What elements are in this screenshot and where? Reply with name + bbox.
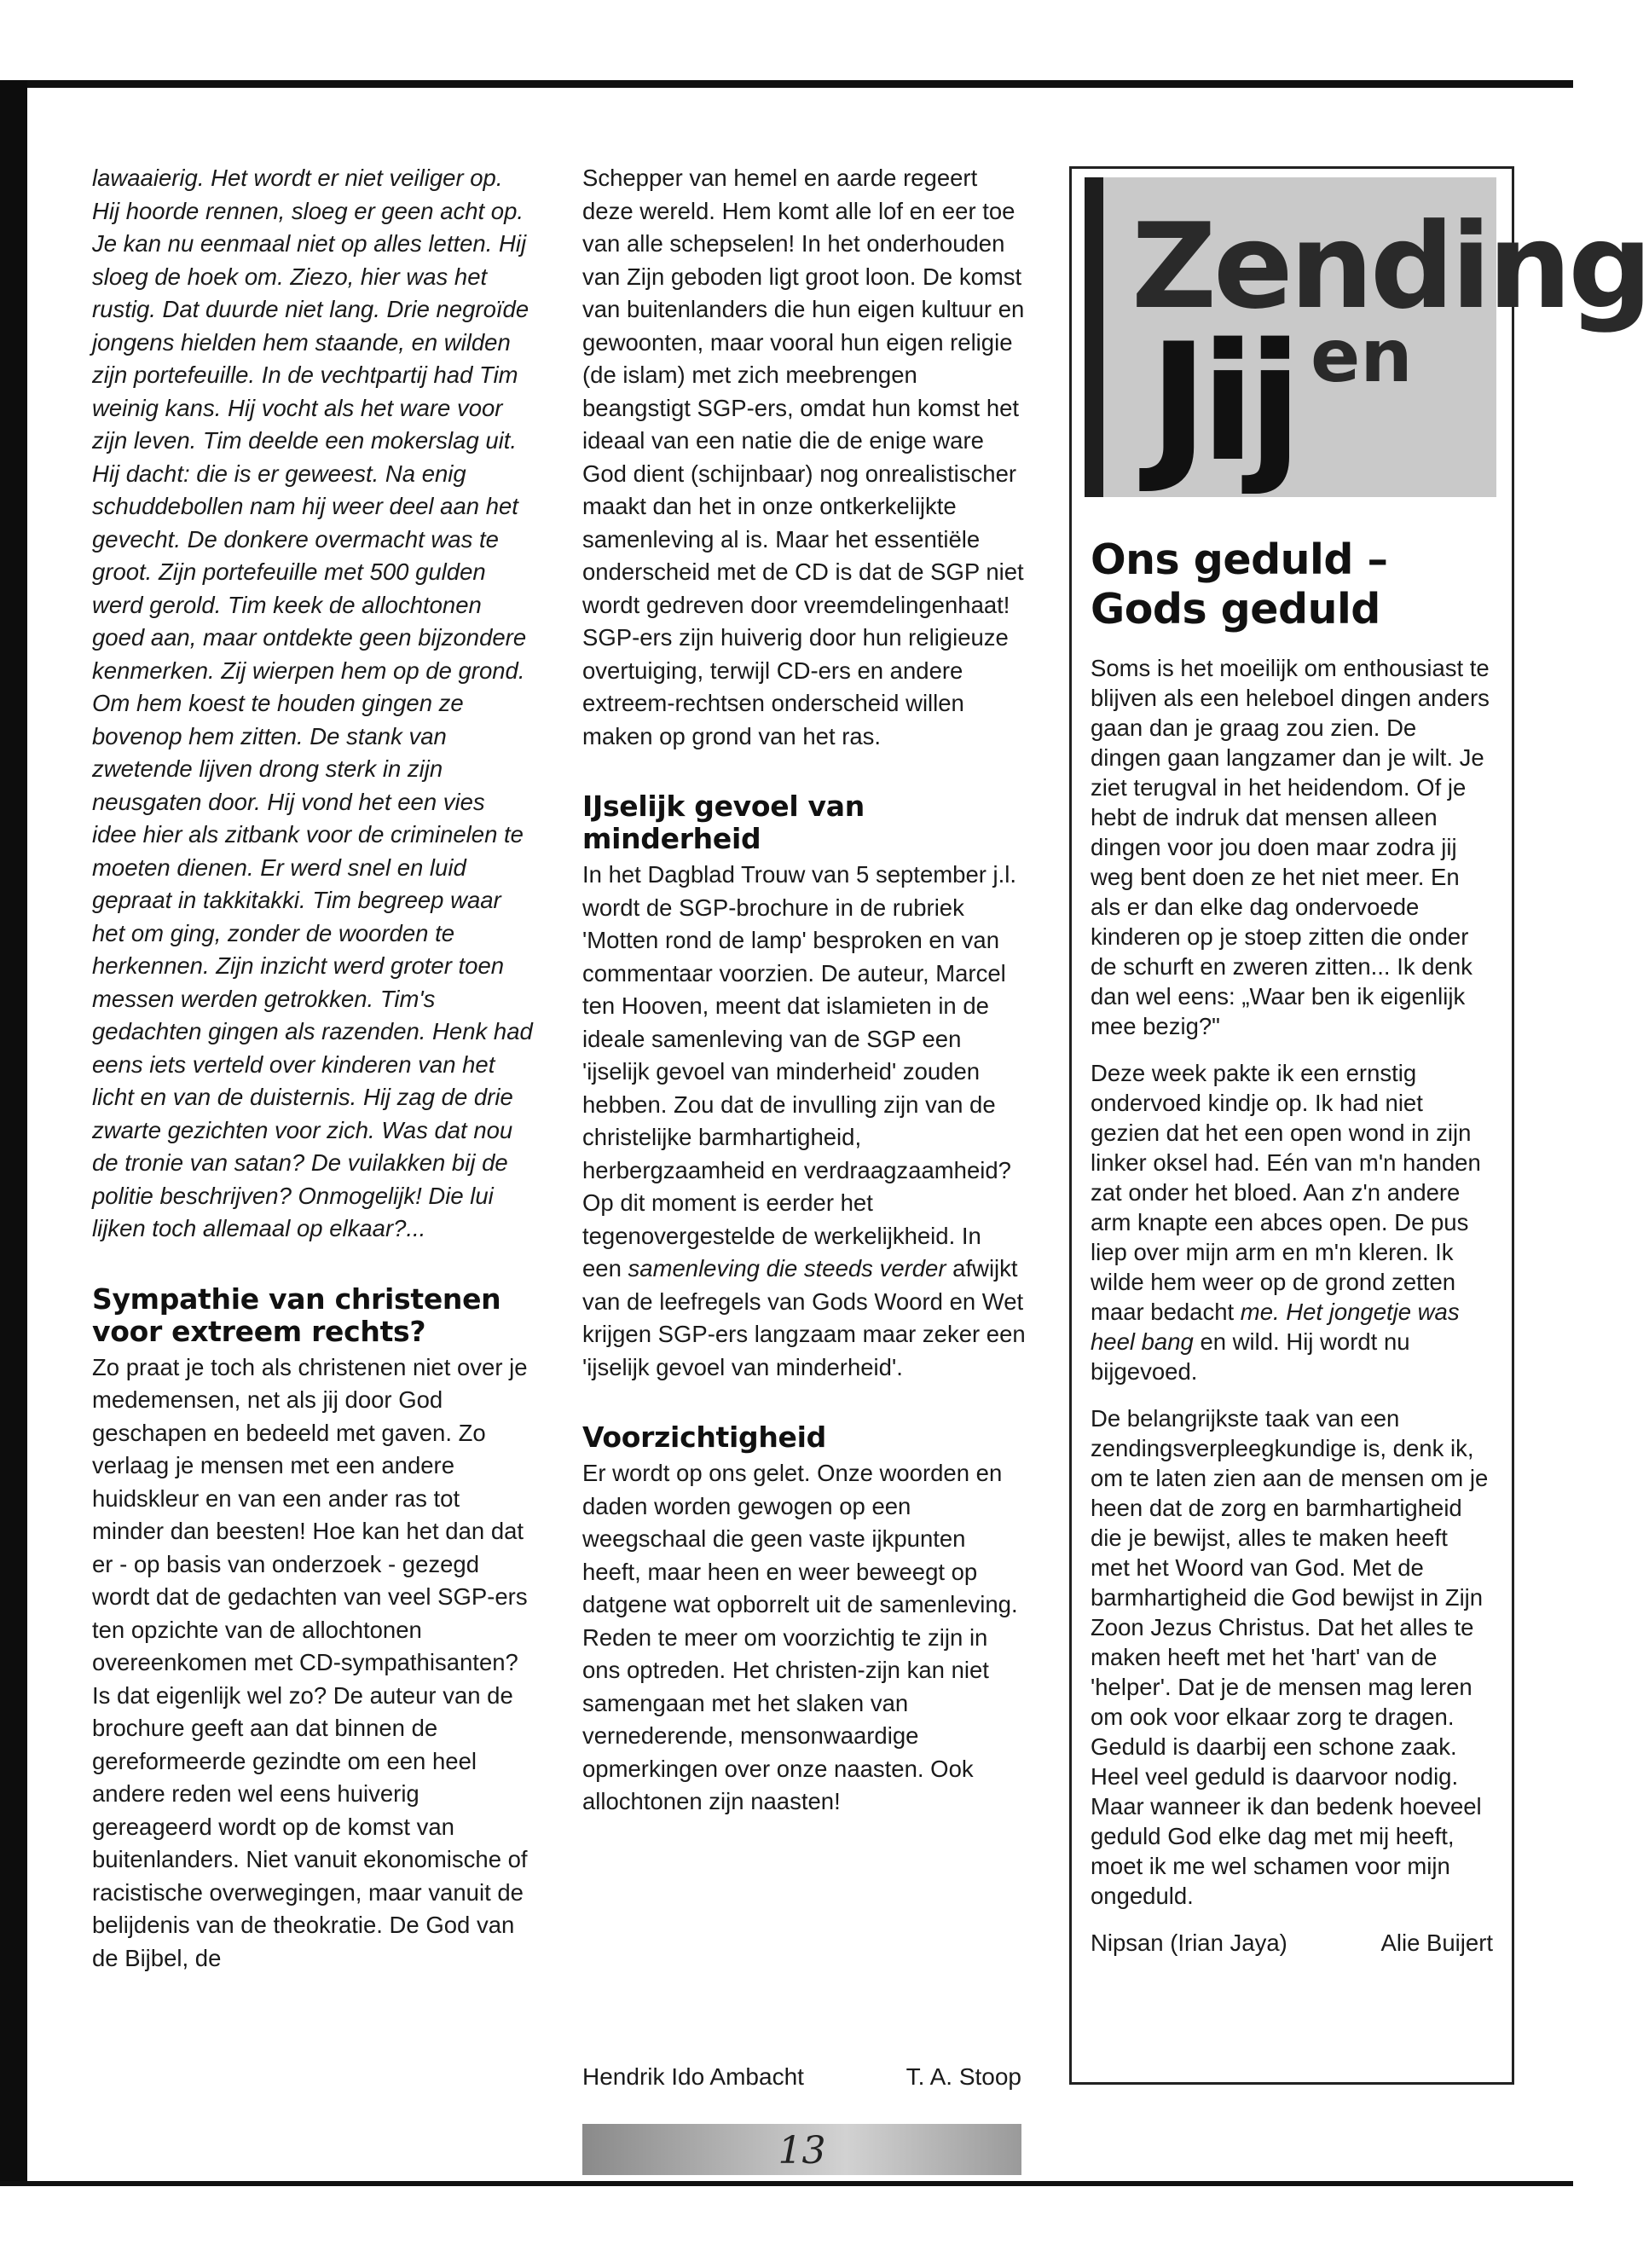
body-paragraph: Schepper van hemel en aarde regeert deze wereld. Hem komt alle lof en eer toe van alle schepselen! In het onderhouden van Zijn geboden ligt groot loon. De komst van buitenlanders die hun eigen kultuur en gewoonten, maar vooral hun eigen religie (de islam) met zich meebrengen beangstigt SGP-ers, omdat hun komst het ideaal van een natie die de enige ware God dient (schijnbaar) nog onrealistischer maakt dan het in onze ontkerkelijkte samenleving al is. Maar het essentiële onderscheid met de CD is dat de SGP niet wordt gedreven door vreemdelingenhaat! SGP-ers zijn huiverig door hun religieuze overtuiging, terwijl CD-ers en andere extreem-rechtsen onderscheid willen maken op grond van het ras. bbox=[582, 165, 1025, 749]
logo-word-en: en bbox=[1311, 314, 1413, 399]
sidebar-credit bbox=[1091, 1928, 1493, 1958]
story-paragraph: lawaaierig. Het wordt er niet veiliger op. Hij hoorde rennen, sloeg er geen acht op. Je kan nu eenmaal niet op alles letten. Hij sloeg de hoek om. Ziezo, hier was het rustig. Dat duurde niet lang. Drie negroïde jongens hielden hem staande, en wilden zijn portefeuille. In de vechtpartij had Tim weinig kans. Hij vocht als het ware voor zijn leven. Tim deelde een mokerslag uit. Hij dacht: die is er geweest. Na enig schuddebollen nam hij weer deel aan het gevecht. De donkere overmacht was te groot. Zijn portefeuille met 500 gulden werd gerold. Tim keek de allochtonen goed aan, maar ontdekte geen bijzondere kenmerken. Zij wierpen hem op de grond. Om hem koest te houden gingen ze bovenop hem zitten. De stank van zwetende lijven drong sterk in zijn neusgaten door. Hij vond het een vies idee hier als zitbank voor de criminelen te moeten dienen. Er werd snel en luid gepraat in takkitakki. Tim begreep waar het om ging, zonder de woorden te herkennen. Zijn inzicht werd groter toen messen werden getrokken. Tim's gedachten gingen als razenden. Henk had eens iets verteld over kinderen van het licht en van de duisternis. Hij zag de drie zwarte gezichten voor zich. Was dat nou de tronie van satan? De vuilakken bij de politie beschrijven? Onmogelijk! Die lui lijken toch allemaal op elkaar?... bbox=[92, 165, 533, 1241]
sidebar-box bbox=[1069, 166, 1649, 2085]
credit-author: Alie Buijert bbox=[1380, 1930, 1493, 1956]
bottom-rule bbox=[0, 2181, 1573, 2186]
column-2 bbox=[582, 162, 1026, 1819]
credit-place: Hendrik Ido Ambacht bbox=[582, 2063, 804, 2090]
logo-word-zending: Zending bbox=[1131, 198, 1649, 335]
sidebar-paragraph bbox=[1091, 1058, 1493, 1386]
logo-word-jij: Jij bbox=[1149, 309, 1294, 497]
text-run: afwijkt van de leefregels van Gods Woord en Wet krijgen SGP-ers langzaam maar zeker een 'ijselijk gevoel van minderheid'. bbox=[582, 1255, 1026, 1380]
zending-en-jij-logo bbox=[1072, 169, 1649, 527]
credit-author: T. A. Stoop bbox=[906, 2063, 1021, 2090]
left-margin-bar bbox=[0, 80, 27, 2186]
section-heading-sympathie: Sympathie van christenen voor extreem rechts? bbox=[92, 1282, 501, 1348]
italic-text-run: samenleving die steeds verder bbox=[628, 1255, 946, 1282]
body-paragraph: Er wordt op ons gelet. Onze woorden en daden worden gewogen op een weegschaal die geen vaste ijkpunten heeft, maar heen en weer beweegt op datgene wat opborrelt uit de samenleving. Reden te meer om voorzichtig te zijn in ons optreden. Het christen-zijn kan niet samengaan met het slaken van vernederende, mensonwaardige opmerkingen over onze naasten. Ook allochtonen zijn naasten! bbox=[582, 1460, 1018, 1814]
body-paragraph bbox=[582, 859, 1026, 1384]
sidebar-content bbox=[1072, 535, 1512, 1958]
text-run: Deze week pakte ik een ernstig ondervoed kindje op. Ik had niet gezien dat het een open wond in zijn linker oksel had. Eén van m'n handen zat onder het bloed. Aan z'n andere arm knapte een abces open. De pus liep over mijn arm en m'n kleren. Ik wilde hem weer op de grond zetten maar bedacht bbox=[1091, 1060, 1481, 1325]
page-number-bar bbox=[582, 2124, 1021, 2175]
text-run: en wild. Hij wordt nu bijgevoed. bbox=[1091, 1328, 1410, 1385]
sidebar-paragraph: Soms is het moeilijk om enthousiast te blijven als een heleboel dingen anders gaan dan je graag zou zien. De dingen gaan langzamer dan je wilt. Je ziet terugval in het heidendom. Of je hebt de indruk dat mensen alleen dingen voor jou doen maar zodra jij weg bent doen ze het niet meer. En als er dan elke dag ondervoede kinderen op je stoep zitten die onder de schurft en zweren zitten... Ik denk dan wel eens: „Waar ben ik eigenlijk mee bezig?" bbox=[1091, 655, 1490, 1039]
credit-place: Nipsan (Irian Jaya) bbox=[1091, 1930, 1287, 1956]
logo-dark-stripe bbox=[1085, 177, 1103, 497]
sidebar-title: Ons geduld – Gods geduld bbox=[1091, 535, 1388, 634]
body-paragraph: Zo praat je toch als christenen niet over je medemensen, net als jij door God geschapen en bedeeld met gaven. Zo verlaag je mensen met een andere huidskleur en van een ander ras tot minder dan beesten! Hoe kan het dan dat er - op basis van onderzoek - gezegd wordt dat de gedachten van veel SGP-ers ten opzichte van de allochtonen overeenkomen met CD-sympathisanten? Is dat eigenlijk wel zo? De auteur van de brochure geeft aan dat binnen de gereformeerde gezindte om een heel andere reden wel eens huiverig gereageerd wordt op de komst van buitenlanders. Niet vanuit ekonomische of racistische overwegingen, maar vanuit de belijdenis van de theokratie. De God van de Bijbel, de bbox=[92, 1353, 528, 1971]
italic-text-run: me. Het jongetje was heel bang bbox=[1091, 1299, 1460, 1355]
column-1 bbox=[92, 162, 535, 1975]
page-number: 13 bbox=[778, 2129, 826, 2173]
text-run: In het Dagblad Trouw van 5 september j.l. wordt de SGP-brochure in de rubriek 'Motten rond de lamp' besproken en van commentaar voorzien. De auteur, Marcel ten Hooven, meent dat islamieten in de ideale samenleving van de SGP een 'ijselijk gevoel van minderheid' zouden hebben. Zou dat de invulling zijn van de christelijke barmhartigheid, herbergzaamheid en verdraagzaamheid? Op dit moment is eerder het tegenovergestelde de werkelijkheid. In een bbox=[582, 861, 1017, 1282]
section-heading-voorzichtigheid: Voorzichtigheid bbox=[582, 1420, 826, 1454]
sidebar-paragraph: De belangrijkste taak van een zendingsverpleegkundige is, denk ik, om te laten zien aan de mensen om je heen dat de zorg en barmhartigheid die je bewijst, alles te maken heeft met het Woord van God. Met de barmhartigheid die God bewijst in Zijn Zoon Jezus Christus. Dat het alles te maken heeft met het 'hart' van de 'helper'. Dat je de mensen mag leren om ook voor elkaar zorg te dragen. Geduld is daarbij een schone zaak. Heel veel geduld is daarvoor nodig. Maar wanneer ik dan bedenk hoeveel geduld God elke dag met mij heeft, moet ik me wel schamen voor mijn ongeduld. bbox=[1091, 1405, 1489, 1909]
article-credit bbox=[582, 2063, 1021, 2091]
section-heading-ijselijk: IJselijk gevoel van minderheid bbox=[582, 790, 865, 855]
top-rule bbox=[0, 80, 1573, 88]
